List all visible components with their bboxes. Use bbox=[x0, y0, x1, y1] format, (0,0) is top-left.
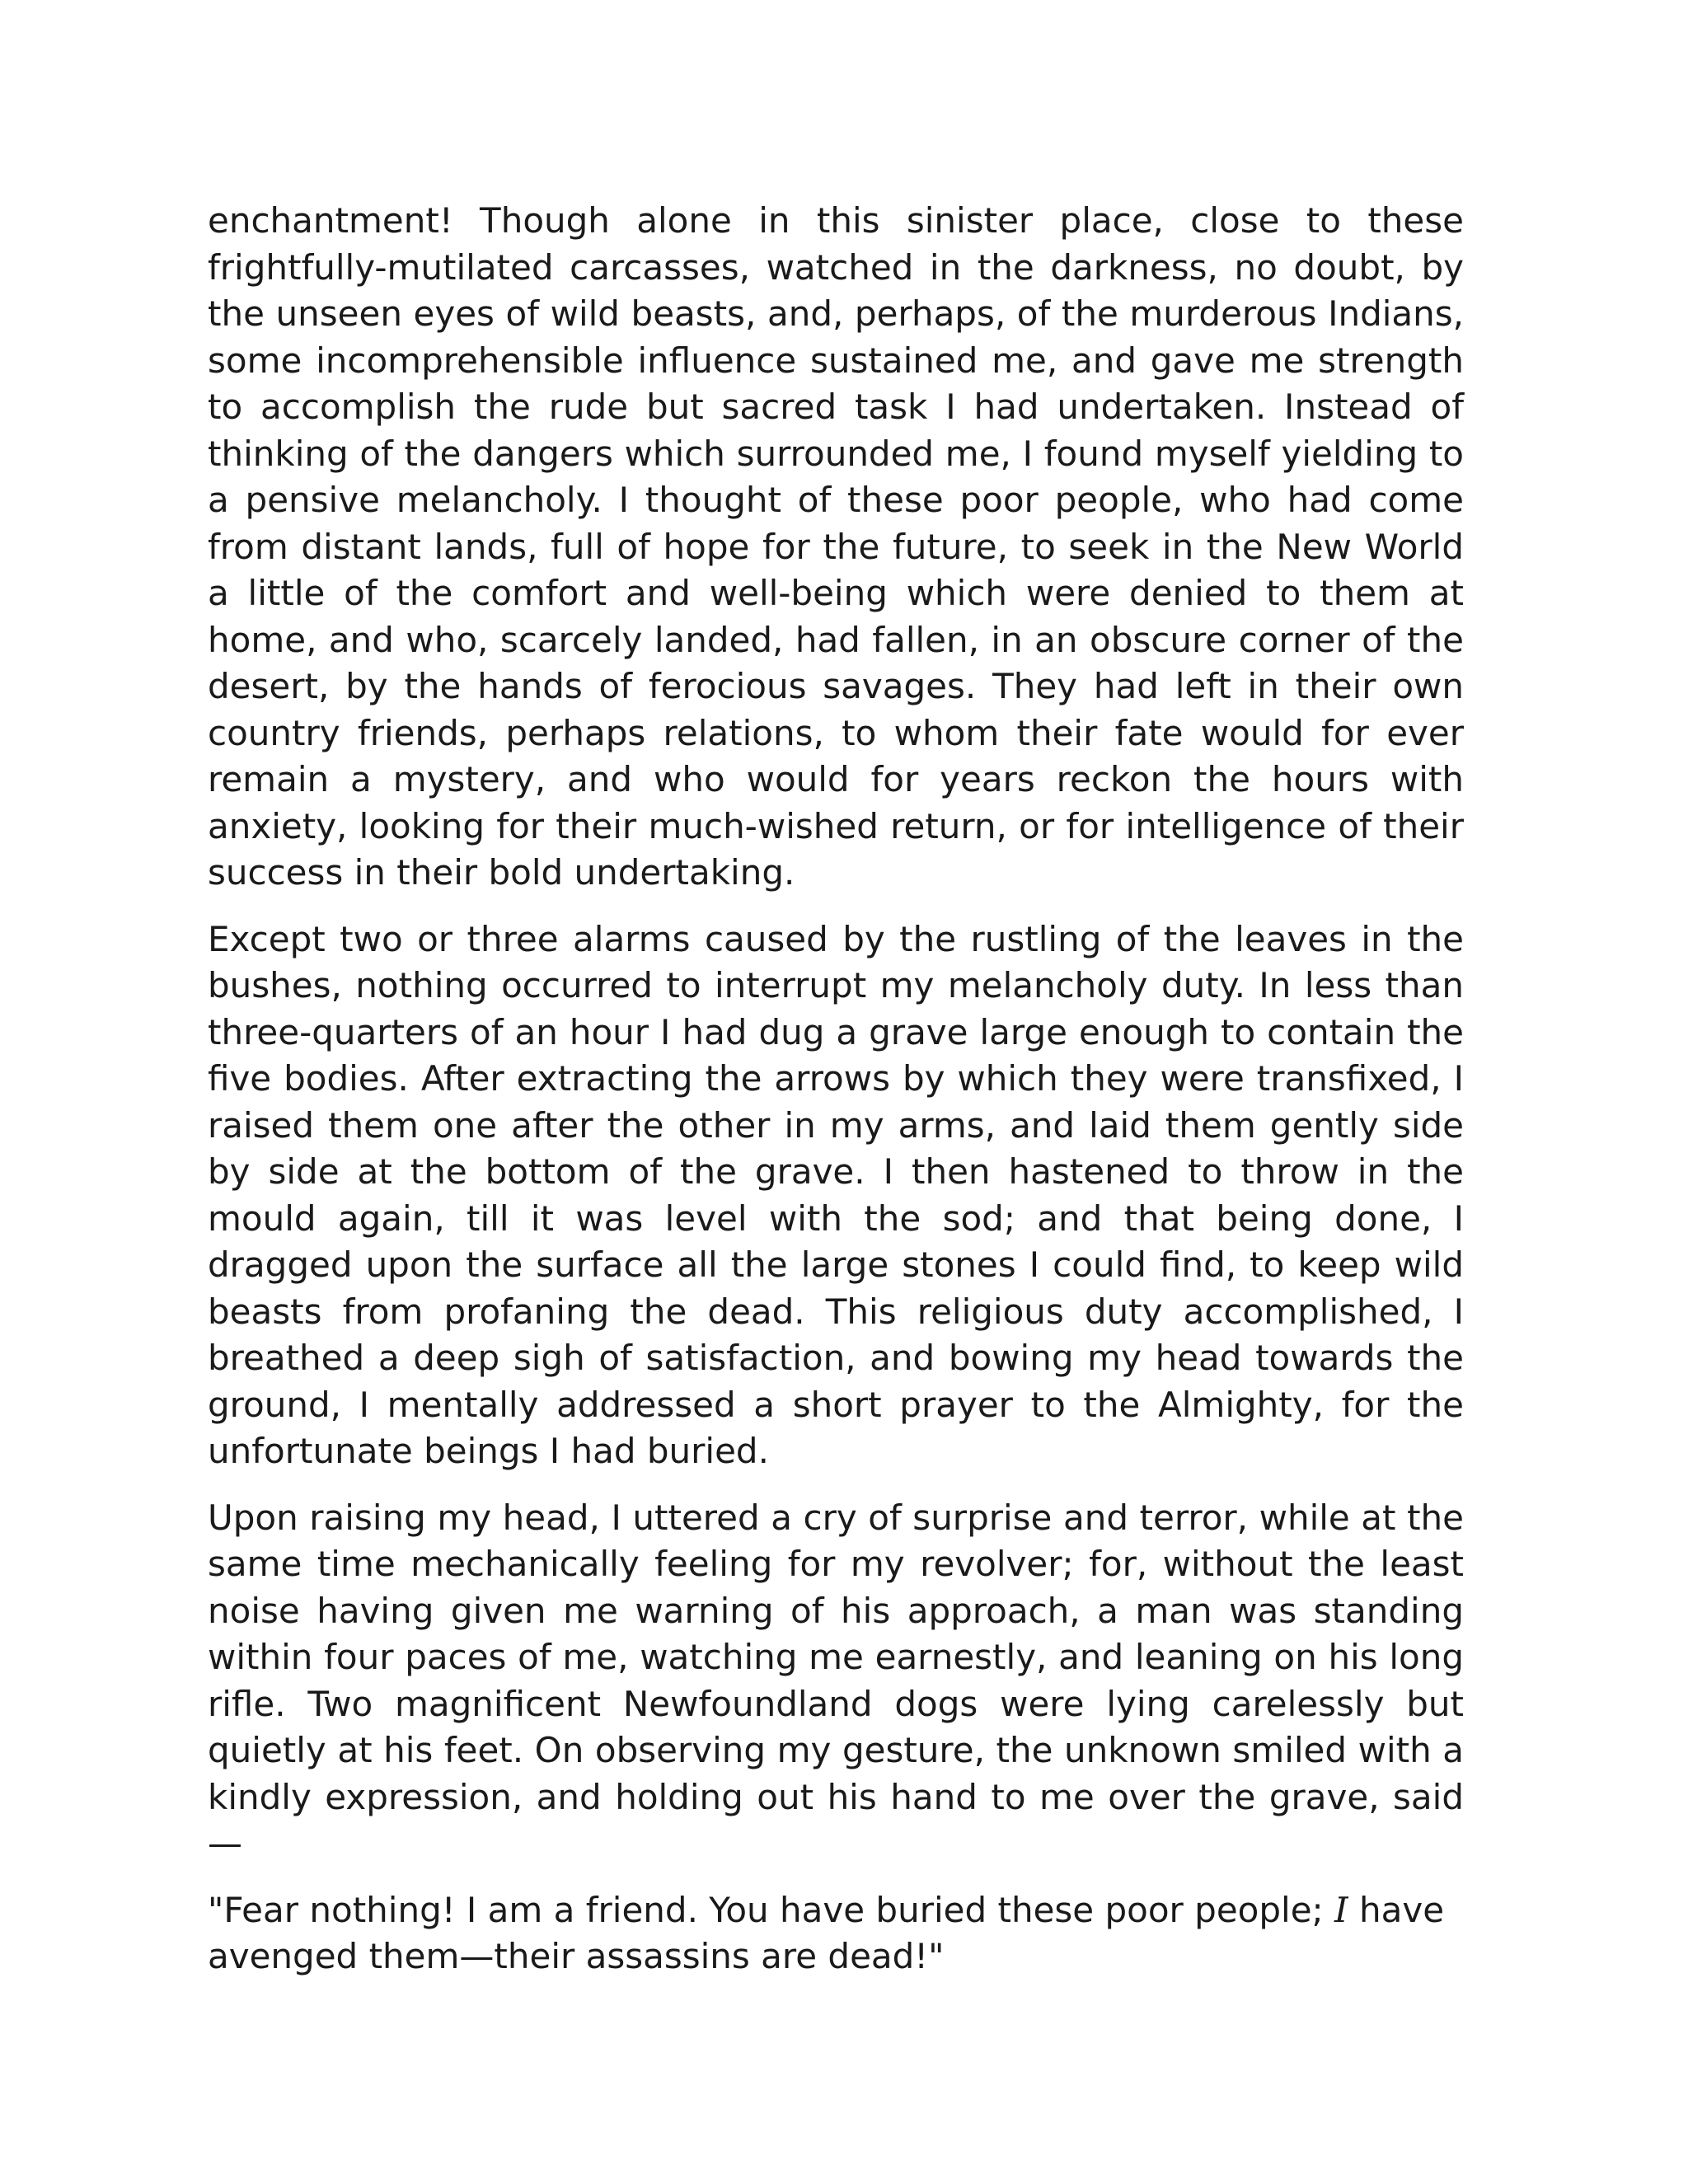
paragraph-1: enchantment! Though alone in this sinister place, close to these frightfully-mutilated carcasses, watched in the darkness, no doubt, by the unseen eyes of wild beasts, and, perhaps, of the murderous Indians, some incomprehensible influence sustained me, and gave me strength to accomplish the rude but sacred task I had undertaken. Instead of thinking of the dangers which surrounded me, I found myself yielding to a pensive melancholy. I thought of these poor people, who had come from distant lands, full of hope for the future, to seek in the New World a little of the comfort and well-being which were denied to them at home, and who, scarcely landed, had fallen, in an obscure corner of the desert, by the hands of ferocious savages. They had left in their own country friends, perhaps relations, to whom their fate would for ever remain a mystery, and who would for years reckon the hours with anxiety, looking for their much-wished return, or for intelligence of their success in their bold undertaking. bbox=[208, 200, 1464, 893]
paragraph-4 bbox=[208, 1887, 1464, 1980]
paragraph-3: Upon raising my head, I uttered a cry of surprise and terror, while at the same time mechanically feeling for my revolver; for, without the least noise having given me warning of his approach, a man was standing within four paces of me, watching me earnestly, and leaning on his long rifle. Two magnificent Newfoundland dogs were lying carelessly but quietly at his feet. On observing my gesture, the unknown smiled with a kindly expression, and holding out his hand to me over the grave, said— bbox=[208, 1497, 1464, 1863]
document-page bbox=[208, 198, 1464, 2000]
paragraph-2: Except two or three alarms caused by the rustling of the leaves in the bushes, nothing occurred to interrupt my melancholy duty. In less than three-quarters of an hour I had dug a grave large enough to contain the five bodies. After extracting the arrows by which they were transfixed, I raised them one after the other in my arms, and laid them gently side by side at the bottom of the grave. I then hastened to throw in the mould again, till it was level with the sod; and that being done, I dragged upon the surface all the large stones I could find, to keep wild beasts from profaning the dead. This religious duty accomplished, I breathed a deep sigh of satisfaction, and bowing my head towards the ground, I mentally addressed a short prayer to the Almighty, for the unfortunate beings I had buried. bbox=[208, 918, 1464, 1471]
paragraph-4-text-start: "Fear nothing! I am a friend. You have buried these poor people; bbox=[208, 1889, 1335, 1930]
paragraph-4-emphasis: I bbox=[1334, 1889, 1348, 1930]
paragraph-4-text-end: have avenged them—their assassins are dead!" bbox=[208, 1889, 1445, 1976]
